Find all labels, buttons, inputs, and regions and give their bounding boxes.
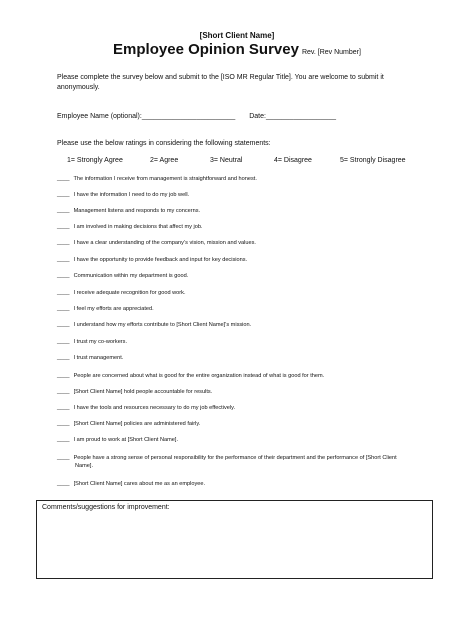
statement-item	[57, 405, 397, 413]
rating-blank[interactable]: ____	[57, 306, 70, 312]
rating-5: 5= Strongly Disagree	[340, 157, 406, 164]
date-field[interactable]: Date:__________________	[249, 113, 337, 120]
statement-text: I trust my co-workers.	[73, 339, 128, 345]
statement-item	[57, 290, 397, 298]
rating-blank[interactable]: ____	[57, 322, 70, 328]
statement-item	[57, 192, 397, 200]
statement-text: I have the information I need to do my job well.	[73, 192, 190, 198]
rating-4: 4= Disagree	[274, 157, 312, 164]
statement-item	[57, 257, 397, 265]
title-line	[0, 41, 474, 59]
rating-blank[interactable]: ____	[57, 355, 70, 361]
rating-blank[interactable]: ____	[57, 290, 70, 296]
statement-item	[57, 208, 397, 216]
rating-blank[interactable]: ____	[57, 389, 70, 395]
rating-blank[interactable]: ____	[57, 421, 70, 427]
statement-item	[57, 455, 405, 470]
statement-text: People have a strong sense of personal responsibility for the performance of their department and the performance of [Short Client Name].	[73, 455, 397, 469]
statement-text: [Short Client Name] policies are administered fairly.	[73, 421, 201, 427]
rating-blank[interactable]: ____	[57, 208, 70, 214]
statement-item	[57, 389, 397, 397]
rating-instructions: Please use the below ratings in considering the following statements:	[57, 140, 271, 147]
rating-blank[interactable]: ____	[57, 176, 70, 182]
statement-item	[57, 437, 397, 445]
statement-item	[57, 421, 397, 429]
client-name: [Short Client Name]	[199, 31, 275, 40]
document-title: Employee Opinion Survey	[113, 41, 299, 58]
rating-blank[interactable]: ____	[57, 373, 70, 379]
rating-blank[interactable]: ____	[57, 192, 70, 198]
statement-text: I receive adequate recognition for good work.	[73, 290, 186, 296]
rating-blank[interactable]: ____	[57, 455, 70, 461]
statement-item	[57, 306, 397, 314]
statement-item	[57, 224, 397, 232]
statement-item	[57, 355, 397, 363]
rating-blank[interactable]: ____	[57, 339, 70, 345]
statement-text: Communication within my department is good.	[73, 273, 189, 279]
statement-text: I feel my efforts are appreciated.	[73, 306, 154, 312]
statement-text: Management listens and responds to my concerns.	[73, 208, 201, 214]
statement-text: I trust management.	[73, 355, 124, 361]
statement-item	[57, 373, 397, 381]
rating-blank[interactable]: ____	[57, 481, 70, 487]
rating-blank[interactable]: ____	[57, 273, 70, 279]
statement-text: I understand how my efforts contribute to [Short Client Name]’s mission.	[73, 322, 252, 328]
statement-item	[57, 176, 397, 184]
rating-blank[interactable]: ____	[57, 437, 70, 443]
rating-blank[interactable]: ____	[57, 224, 70, 230]
field-row	[57, 113, 336, 120]
statement-item	[57, 240, 397, 248]
intro-text: Please complete the survey below and submit to the [ISO MR Regular Title]. You are welcome to submit it anonymously.	[57, 74, 384, 91]
statement-item	[57, 322, 397, 330]
rating-scale	[67, 157, 447, 167]
rating-1: 1= Strongly Agree	[67, 157, 123, 164]
rating-blank[interactable]: ____	[57, 257, 70, 263]
statement-text: [Short Client Name] hold people accountable for results.	[73, 389, 213, 395]
statement-text: I have a clear understanding of the company’s vision, mission and values.	[73, 240, 256, 246]
statement-text: People are concerned about what is good for the entire organization instead of what is good for them.	[73, 373, 325, 379]
comments-box[interactable]	[36, 500, 433, 579]
comments-label: Comments/suggestions for improvement:	[42, 504, 170, 511]
rating-blank[interactable]: ____	[57, 405, 70, 411]
statement-item	[57, 481, 397, 489]
rating-2: 2= Agree	[150, 157, 179, 164]
statement-text: The information I receive from management is straightforward and honest.	[73, 176, 257, 182]
statement-text: I am involved in making decisions that affect my job.	[73, 224, 203, 230]
rating-3: 3= Neutral	[210, 157, 243, 164]
statement-item	[57, 339, 397, 347]
statement-text: I am proud to work at [Short Client Name].	[73, 437, 179, 443]
revision-number: Rev. [Rev Number]	[301, 49, 361, 56]
statement-text: I have the opportunity to provide feedback and input for key decisions.	[73, 257, 248, 263]
statement-text: I have the tools and resources necessary to do my job effectively.	[73, 405, 236, 411]
statement-text: [Short Client Name] cares about me as an employee.	[73, 481, 206, 487]
employee-name-field[interactable]: Employee Name (optional):________________________	[57, 113, 236, 120]
statement-item	[57, 273, 397, 281]
rating-blank[interactable]: ____	[57, 240, 70, 246]
